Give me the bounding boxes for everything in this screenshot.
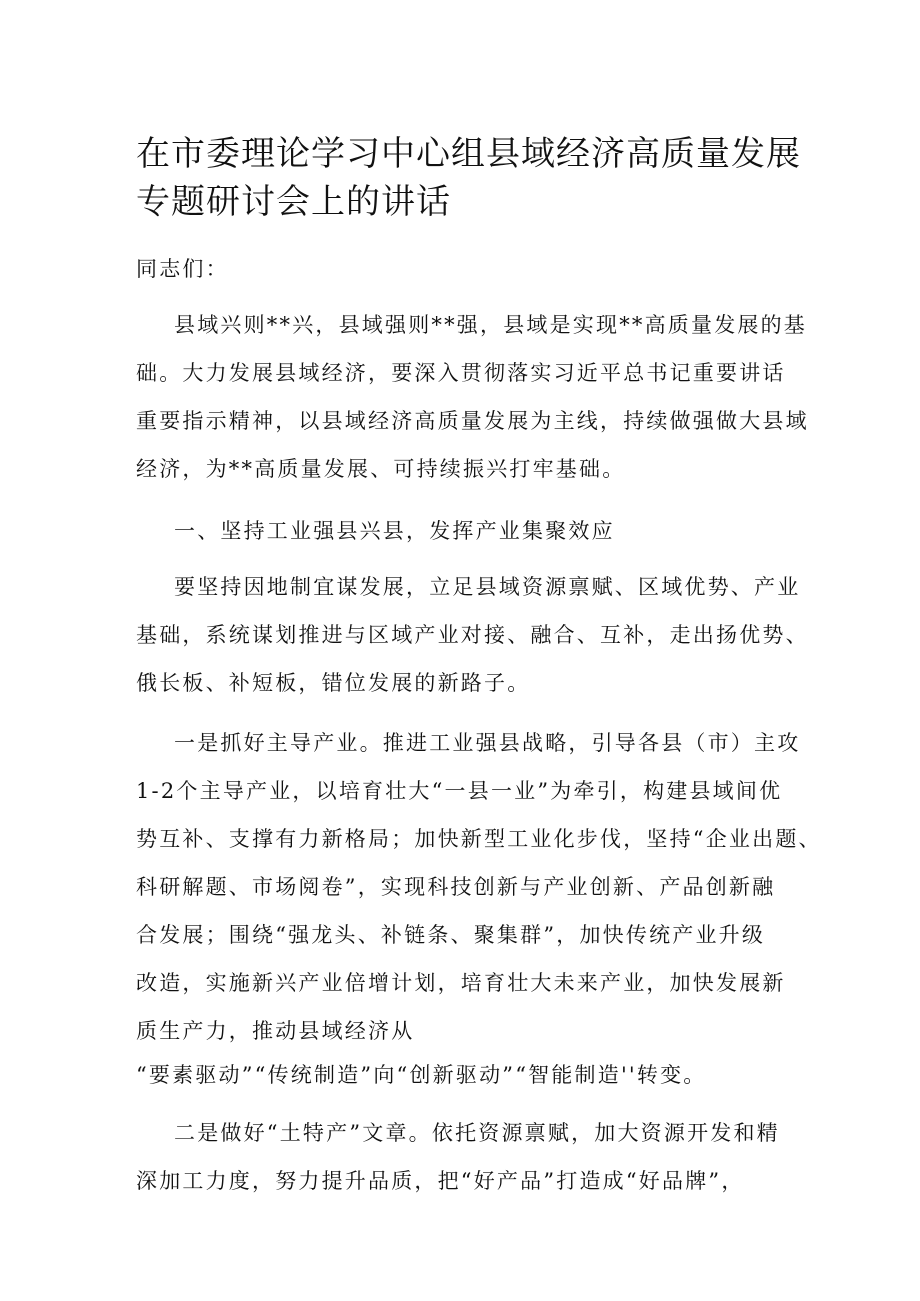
body-line: 深加工力度，努力提升品质，把“好产品”打造成“好品牌”， xyxy=(136,1169,745,1193)
body-line: 势互补、支撑有力新格局；加快新型工业化步伐，坚持“企业出题、 xyxy=(136,827,822,851)
body-line: 1-2个主导产业，以培育壮大“一县一业”为牵引，构建县域间优 xyxy=(136,779,783,803)
title-line-1: 在市委理论学习中心组县域经济高质量发展 xyxy=(136,134,801,174)
body-line: 科研解题、市场阅卷”，实现科技创新与产业创新、产品创新融 xyxy=(136,875,776,899)
salutation: 同志们： xyxy=(136,257,229,281)
body-line: 县域兴则**兴，县域强则**强，县域是实现**高质量发展的基 xyxy=(174,313,807,337)
body-line: 重要指示精神，以县域经济高质量发展为主线，持续做强做大县域 xyxy=(136,409,809,433)
body-line: 二是做好“土特产”文章。依托资源禀赋，加大资源开发和精 xyxy=(174,1121,780,1145)
section-heading: 一、坚持工业强县兴县，发挥产业集聚效应 xyxy=(174,519,615,543)
body-line: 基础，系统谋划推进与区域产业对接、融合、互补，走出扬优势、 xyxy=(136,623,809,647)
body-line: 俄长板、补短板，错位发展的新路子。 xyxy=(136,671,531,695)
body-line: “要素驱动”“传统制造”向“创新驱动”“智能制造''转变。 xyxy=(136,1063,707,1087)
body-line: 合发展；围绕“强龙头、补链条、聚集群”，加快传统产业升级 xyxy=(136,923,766,947)
title-line-2: 专题研讨会上的讲话 xyxy=(136,182,451,222)
document-title xyxy=(136,130,836,226)
body-line: 要坚持因地制宜谋发展，立足县域资源禀赋、区域优势、产业 xyxy=(174,575,801,599)
body-line: 一是抓好主导产业。推进工业强县战略，引导各县（市）主攻 xyxy=(174,731,801,755)
body-line: 质生产力，推动县域经济从 xyxy=(136,1019,415,1043)
body-line: 改造，实施新兴产业倍增计划，培育壮大未来产业，加快发展新 xyxy=(136,971,786,995)
body-line: 经济，为**高质量发展、可持续振兴打牢基础。 xyxy=(136,457,626,481)
body-line: 础。大力发展县域经济，要深入贯彻落实习近平总书记重要讲话 xyxy=(136,361,786,385)
